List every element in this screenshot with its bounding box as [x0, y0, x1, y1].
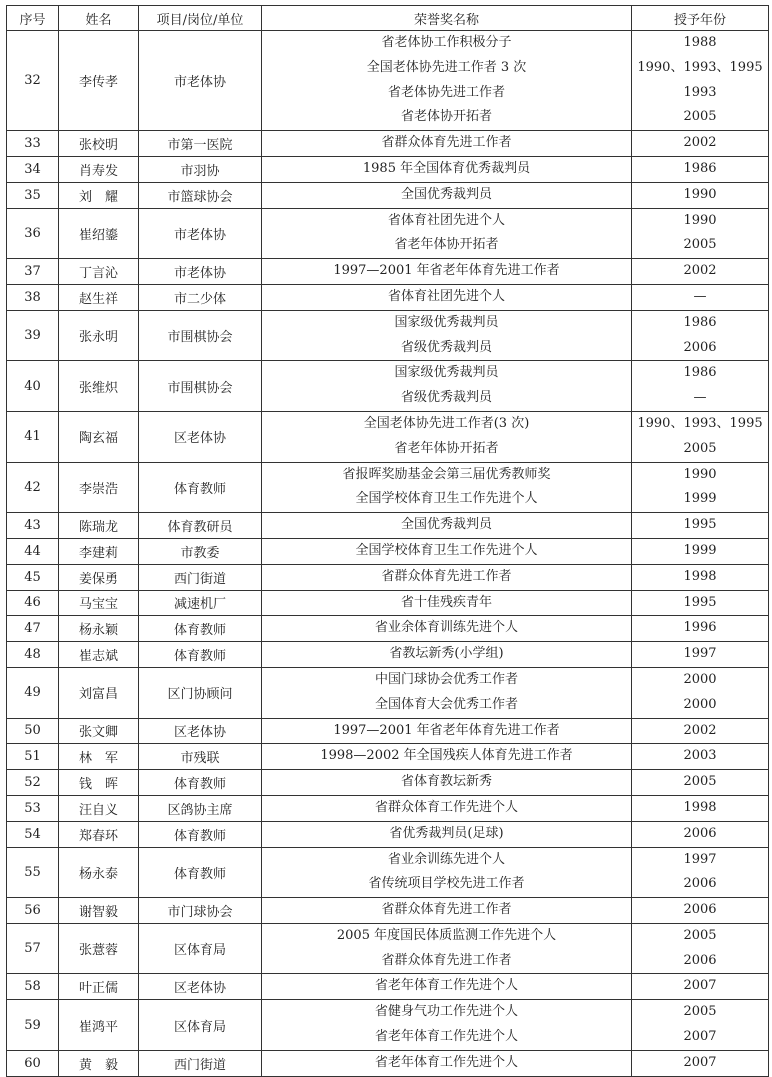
table-row [7, 847, 769, 898]
award-year: 2005 [683, 927, 717, 943]
award-name: 全国体育大会优秀工作者 [374, 696, 518, 712]
table-row [7, 821, 769, 847]
table-row [7, 538, 769, 564]
award-names [262, 462, 632, 513]
table-row [7, 616, 769, 642]
person-unit: 体育教研员 [139, 513, 262, 539]
row-number: 60 [7, 1050, 59, 1076]
award-year: 2006 [683, 902, 717, 918]
table-row [7, 744, 769, 770]
person-unit: 市第一医院 [139, 131, 262, 157]
person-unit: 区体育局 [139, 1000, 262, 1051]
person-unit: 市残联 [139, 744, 262, 770]
award-year: 1995 [683, 517, 717, 533]
award-names [262, 642, 632, 668]
person-name: 丁言沁 [59, 259, 139, 285]
table-row [7, 642, 769, 668]
award-year: 2006 [683, 339, 717, 355]
award-name: 全国老体协先进工作者(3 次) [363, 415, 530, 431]
person-unit: 西门街道 [139, 564, 262, 590]
award-name: 省老体协工作积极分子 [381, 35, 512, 50]
table-row [7, 182, 769, 208]
row-number: 53 [7, 795, 59, 821]
table-row [7, 898, 769, 924]
award-name: 省老年体育工作先进个人 [374, 1029, 518, 1045]
award-year: 2006 [683, 876, 717, 892]
person-name: 李建莉 [59, 538, 139, 564]
award-names [262, 847, 632, 898]
award-year: 1997 [683, 851, 717, 867]
award-names [262, 744, 632, 770]
person-unit: 市篮球协会 [139, 182, 262, 208]
award-name: 1997—2001 年省老年体育先进工作者 [333, 722, 560, 738]
header-name: 姓名 [59, 6, 139, 31]
award-names [262, 795, 632, 821]
award-name: 1985 年全国体育优秀裁判员 [362, 160, 531, 176]
table-row [7, 259, 769, 285]
award-year: 1990、1993、1995 [637, 415, 763, 431]
award-year: 1990 [683, 186, 717, 202]
award-names [262, 156, 632, 182]
award-years [632, 1050, 769, 1076]
award-years [632, 795, 769, 821]
row-number: 59 [7, 1000, 59, 1051]
award-names [262, 718, 632, 744]
person-name: 刘富昌 [59, 667, 139, 718]
award-years [632, 284, 769, 310]
award-name: 省群众体育先进工作者 [381, 135, 512, 151]
person-name: 杨永颖 [59, 616, 139, 642]
award-name: 2005 年度国民体质监测工作先进个人 [336, 927, 557, 943]
award-name: 省老年体育工作先进个人 [374, 978, 518, 994]
award-name: 省体育社团先进个人 [387, 288, 505, 304]
award-year: 2005 [683, 237, 717, 253]
table-row [7, 284, 769, 310]
row-number: 36 [7, 208, 59, 259]
table-row [7, 310, 769, 361]
table-row [7, 156, 769, 182]
award-name: 全国优秀裁判员 [400, 186, 492, 202]
award-year: 2002 [683, 135, 717, 151]
person-unit: 区老体协 [139, 718, 262, 744]
award-names [262, 667, 632, 718]
table-row [7, 770, 769, 796]
award-year: 1999 [683, 491, 717, 507]
person-unit: 市二少体 [139, 284, 262, 310]
person-name: 谢智毅 [59, 898, 139, 924]
award-years [632, 616, 769, 642]
person-name: 崔鸿平 [59, 1000, 139, 1051]
award-name: 省群众体育工作先进个人 [374, 799, 518, 815]
person-name: 钱 晖 [59, 770, 139, 796]
award-year: 2007 [683, 1029, 717, 1045]
award-year: 1990 [683, 212, 717, 228]
award-year: 2007 [683, 1054, 717, 1070]
person-unit: 区鸽协主席 [139, 795, 262, 821]
row-number: 52 [7, 770, 59, 796]
person-name: 林 军 [59, 744, 139, 770]
person-unit: 市老体协 [139, 259, 262, 285]
header-award: 荣誉奖名称 [262, 6, 632, 31]
row-number: 57 [7, 923, 59, 974]
table-row [7, 411, 769, 462]
person-unit: 体育教师 [139, 642, 262, 668]
award-years [632, 538, 769, 564]
award-year: 2003 [683, 748, 717, 764]
award-years [632, 667, 769, 718]
award-names [262, 513, 632, 539]
person-name: 张薏蓉 [59, 923, 139, 974]
award-year: 1999 [683, 542, 717, 558]
row-number: 37 [7, 259, 59, 285]
award-year: 2005 [683, 440, 717, 456]
award-names [262, 538, 632, 564]
award-name: 省体育教坛新秀 [400, 774, 492, 790]
award-year: 1986 [683, 365, 717, 381]
person-name: 姜保勇 [59, 564, 139, 590]
award-name: 全国优秀裁判员 [400, 517, 492, 533]
person-name: 李传孝 [59, 31, 139, 131]
row-number: 50 [7, 718, 59, 744]
person-name: 崔绍鎏 [59, 208, 139, 259]
person-name: 张文卿 [59, 718, 139, 744]
row-number: 42 [7, 462, 59, 513]
award-name: 中国门球协会优秀工作者 [374, 671, 518, 687]
award-year: 1990 [683, 466, 717, 482]
person-unit: 市围棋协会 [139, 310, 262, 361]
award-name: 省老体协开拓者 [400, 109, 492, 125]
award-name: 省十佳残疾青年 [400, 594, 492, 610]
award-years [632, 182, 769, 208]
award-name: 省群众体育先进工作者 [381, 952, 512, 968]
person-name: 陈瑞龙 [59, 513, 139, 539]
award-name: 全国学校体育卫生工作先进个人 [355, 542, 538, 558]
award-name: 省报晖奖励基金会第三届优秀教师奖 [342, 466, 551, 482]
person-name: 崔志斌 [59, 642, 139, 668]
award-name: 国家级优秀裁判员 [394, 314, 499, 330]
person-name: 汪自义 [59, 795, 139, 821]
award-names [262, 974, 632, 1000]
award-names [262, 564, 632, 590]
table-row [7, 564, 769, 590]
award-name: 省业余训练先进个人 [387, 851, 505, 867]
table-body [7, 31, 769, 1077]
table-row [7, 361, 769, 412]
award-years [632, 898, 769, 924]
table-row [7, 974, 769, 1000]
award-year: 2000 [683, 671, 717, 687]
award-name: 省优秀裁判员(足球) [389, 825, 504, 841]
award-years [632, 564, 769, 590]
row-number: 35 [7, 182, 59, 208]
award-year: 1996 [683, 620, 717, 636]
person-name: 张永明 [59, 310, 139, 361]
person-unit: 市羽协 [139, 156, 262, 182]
award-year: 2006 [683, 825, 717, 841]
person-name: 赵生祥 [59, 284, 139, 310]
award-year: 1988 [683, 35, 717, 50]
award-years [632, 131, 769, 157]
award-years [632, 411, 769, 462]
header-row [7, 6, 769, 31]
award-name: 省老年体育工作先进个人 [374, 1054, 518, 1070]
award-years [632, 642, 769, 668]
person-unit: 市老体协 [139, 31, 262, 131]
row-number: 32 [7, 31, 59, 131]
row-number: 39 [7, 310, 59, 361]
award-name: 1997—2001 年省老年体育先进工作者 [333, 263, 560, 279]
person-unit: 市围棋协会 [139, 361, 262, 412]
header-unit: 项目/岗位/单位 [139, 6, 262, 31]
person-name: 肖寿发 [59, 156, 139, 182]
person-name: 刘 耀 [59, 182, 139, 208]
person-unit: 区门协顾问 [139, 667, 262, 718]
person-unit: 体育教师 [139, 616, 262, 642]
award-year: 2005 [683, 1004, 717, 1020]
award-names [262, 310, 632, 361]
award-name: 省体育社团先进个人 [387, 212, 505, 228]
table-row [7, 667, 769, 718]
award-years [632, 31, 769, 131]
award-year: 2007 [683, 978, 717, 994]
person-name: 李崇浩 [59, 462, 139, 513]
award-name: 全国老体协先进工作者 3 次 [366, 59, 527, 75]
award-name: 全国学校体育卫生工作先进个人 [355, 491, 538, 507]
award-years [632, 744, 769, 770]
award-names [262, 31, 632, 131]
row-number: 48 [7, 642, 59, 668]
row-number: 33 [7, 131, 59, 157]
row-number: 58 [7, 974, 59, 1000]
row-number: 43 [7, 513, 59, 539]
award-years [632, 770, 769, 796]
award-year: 1995 [683, 594, 717, 610]
person-unit: 区老体协 [139, 974, 262, 1000]
table-row [7, 131, 769, 157]
person-unit: 市门球协会 [139, 898, 262, 924]
row-number: 49 [7, 667, 59, 718]
award-years [632, 462, 769, 513]
table-row [7, 718, 769, 744]
table-row [7, 1000, 769, 1051]
header-year: 授予年份 [632, 6, 769, 31]
award-names [262, 1050, 632, 1076]
award-name: 省群众体育先进工作者 [381, 568, 512, 584]
person-name: 张维炽 [59, 361, 139, 412]
row-number: 56 [7, 898, 59, 924]
award-name: 省传统项目学校先进工作者 [368, 876, 525, 892]
award-names [262, 821, 632, 847]
award-years [632, 923, 769, 974]
person-unit: 区体育局 [139, 923, 262, 974]
person-unit: 体育教师 [139, 462, 262, 513]
award-name: 省教坛新秀(小学组) [389, 646, 504, 662]
person-unit: 西门街道 [139, 1050, 262, 1076]
award-names [262, 923, 632, 974]
award-years [632, 513, 769, 539]
row-number: 44 [7, 538, 59, 564]
award-names [262, 411, 632, 462]
table-row [7, 923, 769, 974]
row-number: 34 [7, 156, 59, 182]
award-year: 1993 [683, 84, 717, 100]
person-name: 张校明 [59, 131, 139, 157]
award-years [632, 1000, 769, 1051]
person-name: 杨永泰 [59, 847, 139, 898]
award-years [632, 361, 769, 412]
award-year: 2002 [683, 263, 717, 279]
award-name: 省业余体育训练先进个人 [374, 620, 518, 636]
award-name: 1998—2002 年全国残疾人体育先进工作者 [320, 748, 573, 764]
award-years [632, 590, 769, 616]
header-no: 序号 [7, 6, 59, 31]
person-unit: 体育教师 [139, 770, 262, 796]
award-names [262, 616, 632, 642]
award-names [262, 284, 632, 310]
person-unit: 体育教师 [139, 847, 262, 898]
award-year: 1997 [683, 646, 717, 662]
award-years [632, 208, 769, 259]
award-names [262, 259, 632, 285]
row-number: 45 [7, 564, 59, 590]
award-names [262, 131, 632, 157]
person-unit: 减速机厂 [139, 590, 262, 616]
row-number: 55 [7, 847, 59, 898]
table-row [7, 31, 769, 131]
award-names [262, 208, 632, 259]
award-years [632, 974, 769, 1000]
award-names [262, 361, 632, 412]
award-year: 2005 [683, 109, 717, 125]
person-name: 郑春环 [59, 821, 139, 847]
award-years [632, 259, 769, 285]
award-year: — [693, 390, 707, 406]
person-name: 马宝宝 [59, 590, 139, 616]
award-year: 1986 [683, 314, 717, 330]
award-name: 省级优秀裁判员 [400, 390, 492, 406]
row-number: 54 [7, 821, 59, 847]
person-name: 叶正儒 [59, 974, 139, 1000]
award-names [262, 1000, 632, 1051]
award-names [262, 898, 632, 924]
award-name: 省群众体育先进工作者 [381, 902, 512, 918]
honor-table [6, 5, 769, 1077]
award-year: 2002 [683, 722, 717, 738]
award-year: 1990、1993、1995 [637, 59, 763, 75]
award-years [632, 821, 769, 847]
table-row [7, 513, 769, 539]
award-name: 省老年体协开拓者 [394, 237, 499, 253]
award-name: 省级优秀裁判员 [400, 339, 492, 355]
award-name: 省健身气功工作先进个人 [374, 1004, 518, 1020]
award-year: — [693, 288, 707, 304]
award-names [262, 182, 632, 208]
table-row [7, 462, 769, 513]
table-row [7, 1050, 769, 1076]
award-year: 2005 [683, 774, 717, 790]
table-row [7, 795, 769, 821]
row-number: 40 [7, 361, 59, 412]
award-name: 国家级优秀裁判员 [394, 365, 499, 381]
award-years [632, 718, 769, 744]
award-names [262, 590, 632, 616]
award-year: 2000 [683, 696, 717, 712]
award-name: 省老体协先进工作者 [387, 84, 505, 100]
person-unit: 体育教师 [139, 821, 262, 847]
award-names [262, 770, 632, 796]
row-number: 47 [7, 616, 59, 642]
row-number: 41 [7, 411, 59, 462]
person-unit: 区老体协 [139, 411, 262, 462]
award-year: 1998 [683, 568, 717, 584]
award-name: 省老年体协开拓者 [394, 440, 499, 456]
table-row [7, 208, 769, 259]
person-unit: 市教委 [139, 538, 262, 564]
person-name: 陶玄福 [59, 411, 139, 462]
table-row [7, 590, 769, 616]
award-years [632, 310, 769, 361]
award-year: 2006 [683, 952, 717, 968]
award-year: 1998 [683, 799, 717, 815]
person-unit: 市老体协 [139, 208, 262, 259]
row-number: 38 [7, 284, 59, 310]
award-year: 1986 [683, 160, 717, 176]
row-number: 51 [7, 744, 59, 770]
person-name: 黄 毅 [59, 1050, 139, 1076]
award-years [632, 847, 769, 898]
award-years [632, 156, 769, 182]
row-number: 46 [7, 590, 59, 616]
